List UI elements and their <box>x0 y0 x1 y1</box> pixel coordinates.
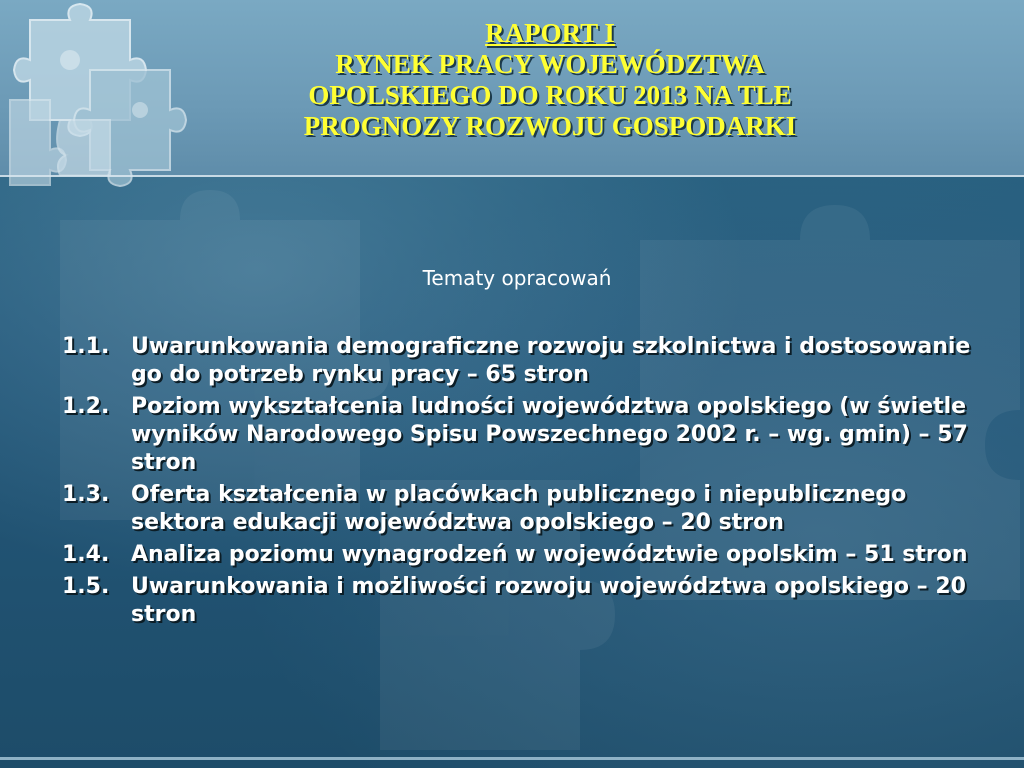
topic-number: 1.5. <box>62 574 110 599</box>
list-item <box>62 573 992 629</box>
topic-text: Oferta kształcenia w placówkach publicznego i niepublicznego sektora edukacji województwa opolskiego – 20 stron <box>131 482 907 535</box>
footer-divider <box>0 757 1024 760</box>
topics-list <box>62 333 992 633</box>
subtitle: Tematy opracowań <box>422 266 612 290</box>
title-line-3: OPOLSKIEGO DO ROKU 2013 NA TLE <box>308 80 792 110</box>
topic-text: Analiza poziomu wynagrodzeń w województwie opolskim – 51 stron <box>131 542 968 567</box>
topic-number: 1.2. <box>62 394 110 419</box>
list-item <box>62 333 992 389</box>
header-divider <box>0 175 1024 177</box>
puzzle-decoration-icon <box>0 0 200 190</box>
topic-number: 1.3. <box>62 482 110 507</box>
title-line-2: RYNEK PRACY WOJEWÓDZTWA <box>335 49 765 79</box>
list-item <box>62 541 992 569</box>
title-line-1: RAPORT I <box>485 18 615 48</box>
topic-text: Uwarunkowania demograficzne rozwoju szkolnictwa i dostosowanie go do potrzeb rynku pracy – 65 stron <box>131 334 971 387</box>
list-item <box>62 481 992 537</box>
topic-text: Poziom wykształcenia ludności województwa opolskiego (w świetle wyników Narodowego Spisu Powszechnego 2002 r. – wg. gmin) – 57 stron <box>131 394 968 475</box>
list-item <box>62 393 992 477</box>
topic-number: 1.4. <box>62 542 110 567</box>
slide-title <box>200 18 900 142</box>
title-line-4: PROGNOZY ROZWOJU GOSPODARKI <box>303 111 797 141</box>
topic-text: Uwarunkowania i możliwości rozwoju województwa opolskiego – 20 stron <box>131 574 966 627</box>
topic-number: 1.1. <box>62 334 110 359</box>
